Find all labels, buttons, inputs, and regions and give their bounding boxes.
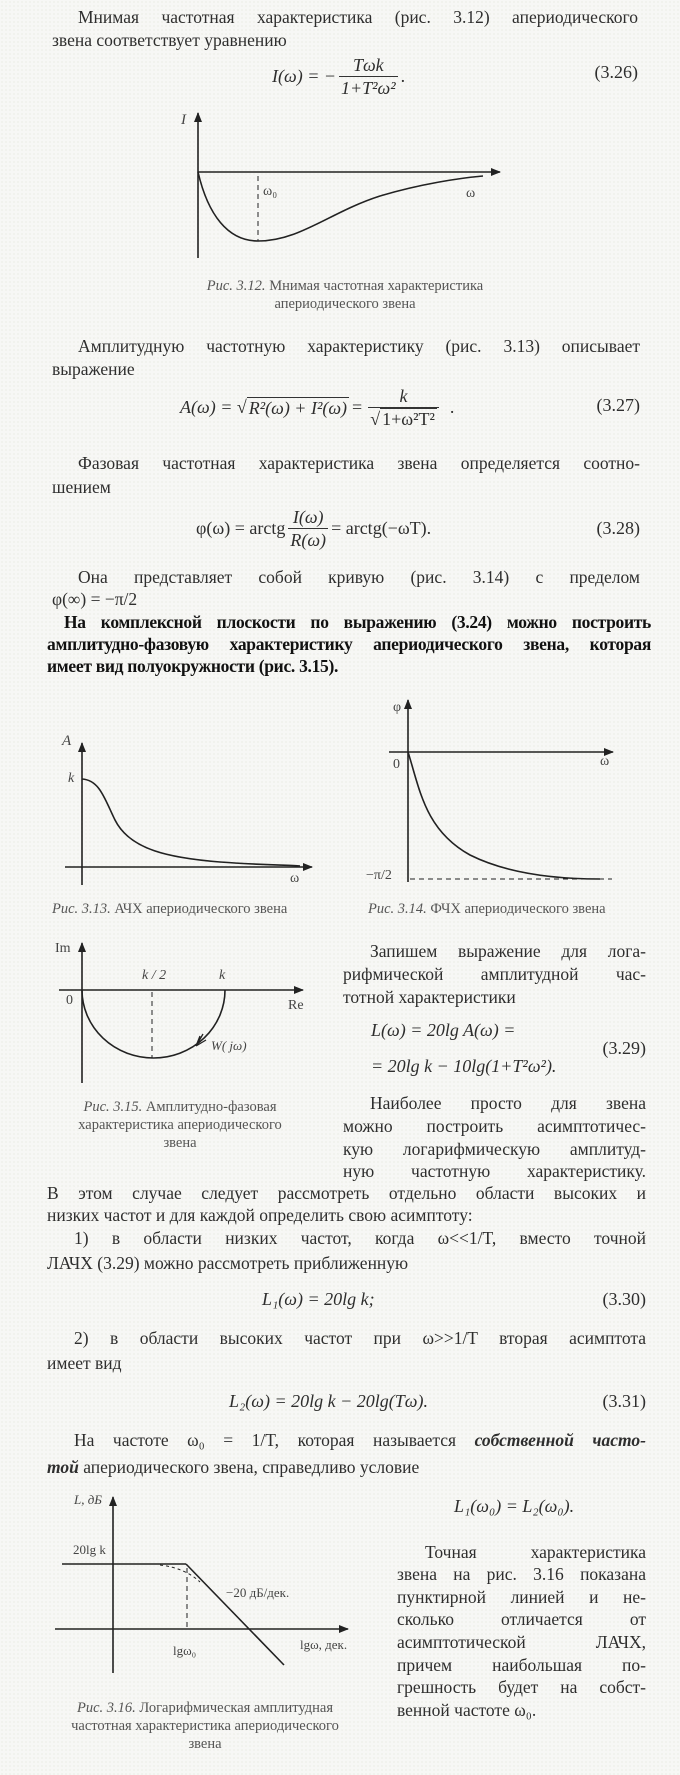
para8-line1: 2) в области высоких частот при ω>>1/T вторая асимптота <box>74 1328 646 1348</box>
para1-line1: Мнимая частотная характеристика (рис. 3.12) апериодического <box>78 7 638 27</box>
eq327-tail: . <box>449 397 455 417</box>
fig312-x-label: ω <box>466 186 476 201</box>
fig312-caption-number: Рис. 3.12. <box>206 278 266 294</box>
fig313-curve <box>82 779 300 866</box>
fig316-caption-line2: частотная характеристика апериодического <box>71 1718 339 1734</box>
equation-3-26 <box>272 54 405 99</box>
fig313-k-label: k <box>68 771 75 786</box>
para1-line2: звена соответствует уравнению <box>52 30 287 50</box>
fig316-high-asymptote <box>186 1564 284 1665</box>
fig315-semicircle <box>82 990 225 1058</box>
eq329-number: (3.29) <box>602 1038 646 1058</box>
fig313-caption-text: АЧХ апериодического звена <box>114 901 288 917</box>
eq326-number: (3.26) <box>594 62 638 82</box>
fig314-caption-number: Рис. 3.14. <box>368 901 427 917</box>
eq330: L₁(ω) = 20lg k; <box>262 1289 375 1309</box>
equation-3-27 <box>180 385 454 430</box>
para3-line2: шением <box>52 477 111 497</box>
para10-line2: звена на рис. 3.16 показана <box>397 1564 646 1584</box>
fig315-caption-number: Рис. 3.15. <box>83 1099 143 1115</box>
fig316-y-label: L, дБ <box>74 1492 102 1507</box>
fig315-caption-line2: характеристика апериодического <box>78 1117 282 1133</box>
eq330-number: (3.30) <box>602 1289 646 1309</box>
para10-line8: венной частоте ω₀. <box>397 1700 537 1720</box>
fig316-omega0-label: lgω₀ <box>173 1643 197 1658</box>
para5-line2: рифмической амплитудной час- <box>343 964 646 984</box>
fig315-direction-arrow <box>196 1034 206 1046</box>
eq327-radicand: R²(ω) + I²(ω) <box>248 397 348 418</box>
fig316-caption-number: Рис. 3.16. <box>76 1700 136 1716</box>
para10-line6: причем наибольшая по- <box>397 1655 646 1675</box>
fig314-zero-label: 0 <box>393 757 400 772</box>
para6-line6: низких частот и для каждой определить свою асимптоту: <box>47 1205 473 1225</box>
para9-term-part2: той <box>47 1457 79 1477</box>
para9-line2-text: апериодического звена, справедливо условие <box>83 1457 420 1477</box>
equation-3-28 <box>196 506 431 551</box>
fig316-caption-line3: звена <box>188 1736 222 1752</box>
para10-line3: пунктирной линией и не- <box>397 1587 646 1607</box>
fig313-y-label: A <box>62 733 72 749</box>
para10-line7: грешность будет на собст- <box>397 1677 646 1697</box>
fig313-x-label: ω <box>290 871 300 886</box>
eq326-lhs: I(ω) = − <box>272 66 336 86</box>
eq328-rhs: = arctg(−ωT). <box>331 518 432 538</box>
para6-line1: Наиболее просто для звена <box>370 1093 646 1113</box>
fig316-exact-curve <box>160 1565 200 1582</box>
eq329-line2: = 20lg k − 10lg(1+T²ω²). <box>371 1056 557 1076</box>
fig312-caption-line1: Мнимая частотная характеристика <box>269 278 484 294</box>
fig314-y-label: φ <box>393 700 402 715</box>
bold-para-line3: имеет вид полуокружности (рис. 3.15). <box>47 656 339 676</box>
eq331-number: (3.31) <box>602 1391 646 1411</box>
eq327-root-sign: √ <box>370 409 381 429</box>
para8-line2: имеет вид <box>47 1353 122 1373</box>
para2-line2: выражение <box>52 359 135 379</box>
eq328-numerator: I(ω) <box>292 507 324 527</box>
eq328-denominator: R(ω) <box>290 530 327 550</box>
para10-line4: сколько отличается от <box>397 1609 646 1629</box>
para4-line1: Она представляет собой кривую (рис. 3.14) с пределом <box>78 567 640 587</box>
eq329-line1: L(ω) = 20lg A(ω) = <box>371 1020 516 1040</box>
fig315-k-label: k <box>219 968 226 983</box>
para10-line5: асимптотической ЛАЧХ, <box>397 1632 646 1652</box>
fig315-caption <box>30 1098 330 1116</box>
para9-term-part1: собственной часто- <box>474 1430 646 1450</box>
para9-line1-text: На частоте ω₀ = 1/T, которая называется <box>74 1430 457 1450</box>
eq327-numerator: k <box>399 386 408 406</box>
fig315-half-k-label: k / 2 <box>142 968 167 983</box>
eq328-lhs: φ(ω) = arctg <box>196 518 286 538</box>
equation-condition: L₁(ω₀) = L₂(ω₀). <box>454 1496 575 1516</box>
fig312-caption <box>140 277 550 295</box>
bold-para-line1: На комплексной плоскости по выражению (3.24) можно построить <box>64 612 651 632</box>
eq326-numerator: Tωk <box>352 55 384 75</box>
fig314-caption-text: ФЧХ апериодического звена <box>430 901 606 917</box>
fig315-caption-line3: звена <box>163 1135 197 1151</box>
fig315-curve-label: W( jω) <box>211 1038 247 1053</box>
fig316-x-label: lgω, дек. <box>300 1637 348 1652</box>
fig313-caption <box>52 900 287 918</box>
eq326-denominator: 1+T²ω² <box>340 78 396 98</box>
para6-line3: кую логарифмическую амплитуд- <box>343 1139 646 1159</box>
fig315-zero-label: 0 <box>66 993 73 1008</box>
fig312-caption-line2: апериодического звена <box>274 296 416 312</box>
eq328-number: (3.28) <box>596 518 640 538</box>
fig316-caption-line1: Логарифмическая амплитудная <box>139 1700 334 1716</box>
fig316-caption <box>40 1699 370 1717</box>
para5-line3: тотной характеристики <box>343 987 516 1007</box>
para7-line2: ЛАЧХ (3.29) можно рассмотреть приближенную <box>47 1253 409 1273</box>
eq326-tail: . <box>400 66 406 86</box>
fig314-curve <box>408 752 600 879</box>
fig315-y-label: Im <box>55 941 71 956</box>
para9-line1 <box>74 1429 646 1451</box>
fig314-neg-half-pi-label: −π/2 <box>366 868 392 883</box>
bold-para-line2: амплитудно-фазовую характеристику апериодического звена, которая <box>47 634 651 654</box>
fig314-caption <box>368 900 606 918</box>
para6-line4: ную частотную характеристику. <box>343 1161 646 1181</box>
fig315-caption-line1: Амплитудно-фазовая <box>145 1099 277 1115</box>
eq327-equals: = <box>352 397 363 417</box>
para4-line2: φ(∞) = −π/2 <box>52 589 138 609</box>
eq327-number: (3.27) <box>596 395 640 415</box>
fig313-caption-number: Рис. 3.13. <box>52 901 111 917</box>
eq327-lhs: A(ω) = √ <box>180 397 247 417</box>
para9-line2 <box>47 1456 419 1478</box>
para4-line2-clip <box>52 588 252 609</box>
fig312-omega0-label: ω₀ <box>263 184 278 199</box>
fig314-x-label: ω <box>600 754 610 769</box>
para10-line1: Точная характеристика <box>425 1542 646 1562</box>
eq331: L₂(ω) = 20lg k − 20lg(Tω). <box>229 1391 428 1411</box>
para6-line5: В этом случае следует рассмотреть отдельно области высоких и <box>47 1183 646 1203</box>
para2-line1: Амплитудную частотную характеристику (рис. 3.13) описывает <box>78 336 640 356</box>
fig312-y-label: I <box>181 112 186 128</box>
eq327-denominator: 1+ω²T² <box>382 409 435 429</box>
fig312-curve <box>198 172 483 241</box>
fig316-level-label: 20lg k <box>73 1542 106 1557</box>
para3-line1: Фазовая частотная характеристика звена определяется соотно- <box>78 453 640 473</box>
para5-line1: Запишем выражение для лога- <box>370 941 646 961</box>
para6-line2: можно построить асимптотичес- <box>343 1116 646 1136</box>
fig316-slope-label: −20 дБ/дек. <box>226 1585 290 1600</box>
fig315-x-label: Re <box>288 998 304 1013</box>
para7-line1: 1) в области низких частот, когда ω<<1/T, вместо точной <box>74 1228 646 1248</box>
